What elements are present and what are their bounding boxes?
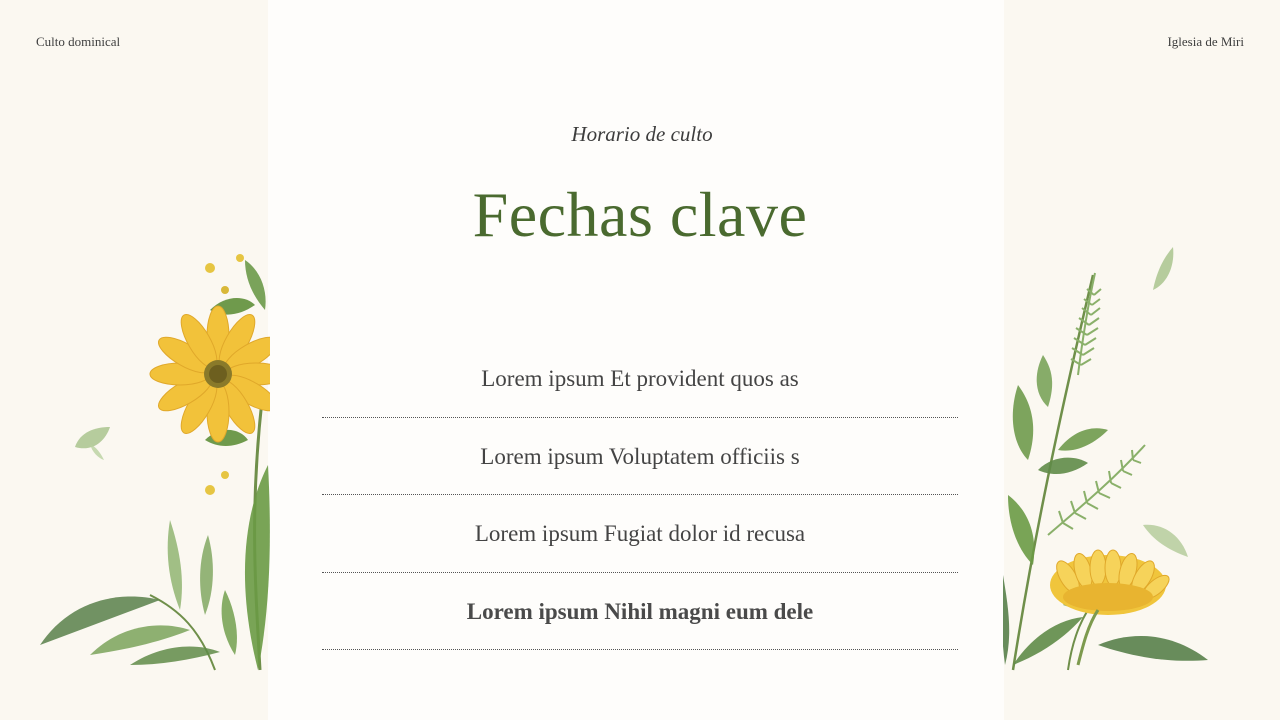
leaf-icon	[70, 422, 115, 462]
right-floral-bouquet-icon	[1003, 245, 1218, 675]
page-title: Fechas clave	[472, 179, 808, 250]
page-subtitle: Horario de culto	[571, 122, 713, 146]
list-item: Lorem ipsum Fugiat dolor id recusa	[322, 495, 958, 573]
left-floral-bouquet-icon	[30, 250, 270, 675]
list-item: Lorem ipsum Et provident quos as	[322, 340, 958, 418]
header-right-label: Iglesia de Miri	[1167, 34, 1244, 49]
list-item: Lorem ipsum Nihil magni eum dele	[322, 573, 958, 651]
key-dates-list	[322, 340, 958, 650]
list-item: Lorem ipsum Voluptatem officiis s	[322, 418, 958, 496]
header-left-label: Culto dominical	[36, 34, 121, 49]
